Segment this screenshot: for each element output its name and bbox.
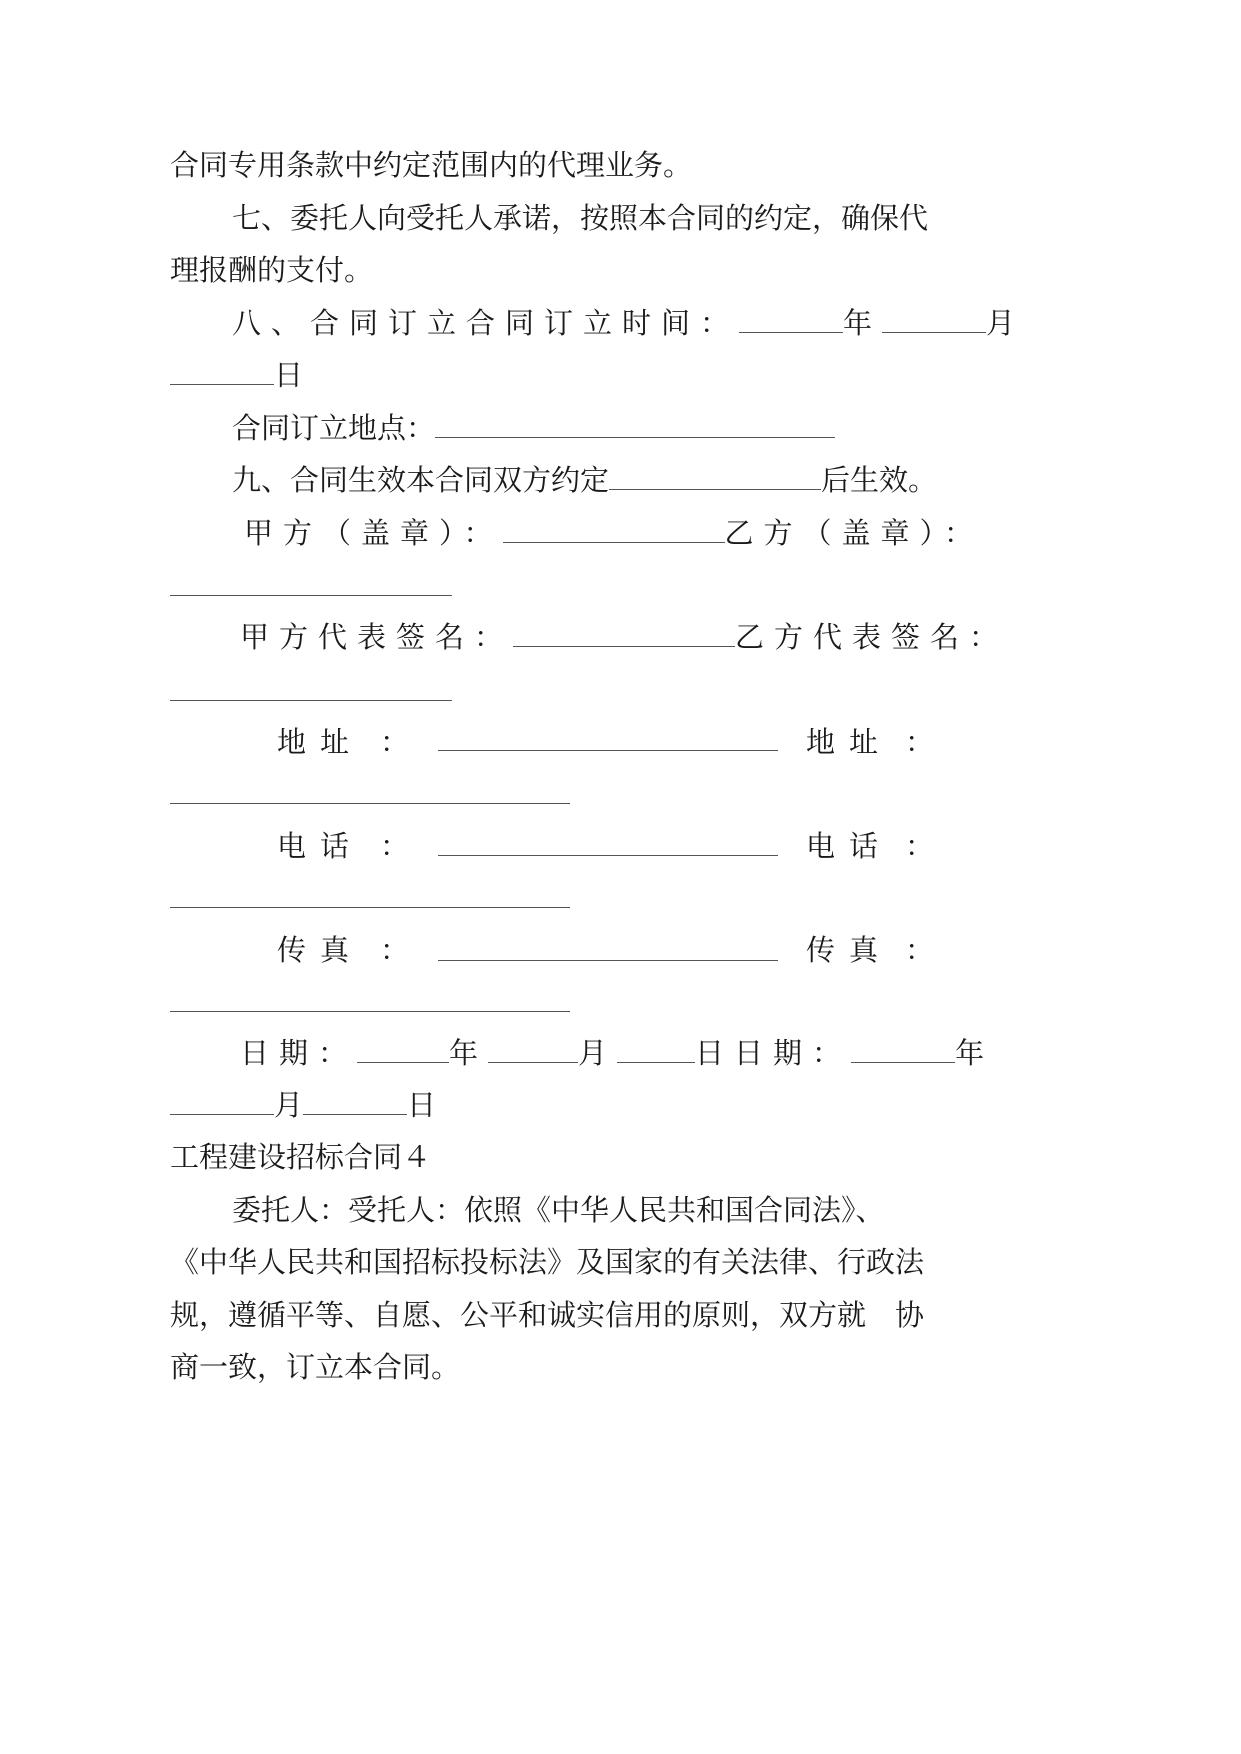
dates-line (240, 1033, 994, 1073)
clause-7-line-2: 理报酬的支付。 (170, 253, 374, 287)
party-a-rep-blank (513, 620, 735, 647)
day-blank (170, 358, 274, 385)
party-a-phone-colon: ： (380, 829, 410, 863)
party-b-fax-colon: ： (905, 933, 935, 967)
party-b-phone-blank (170, 907, 570, 908)
party-a-fax-label: 传真 (277, 933, 364, 967)
date-b-day-blank (303, 1088, 407, 1115)
party-a-fax-blank (438, 960, 778, 961)
party-b-address-label: 地址 (806, 725, 893, 759)
effective-condition-blank (609, 463, 821, 490)
party-seal-line (244, 513, 983, 553)
clause-8-label: 八、合同订立合同订立时间： (232, 306, 740, 340)
year-label: 年 (843, 306, 883, 340)
date-a-month-blank (488, 1036, 578, 1063)
party-a-phone-blank (438, 855, 778, 856)
party-b-rep-label: 乙方代表签名： (735, 620, 1009, 654)
date-a-day-and-date-b-label: 日日期： (695, 1036, 852, 1070)
date-b-month-blank (170, 1088, 274, 1115)
party-b-phone-colon: ： (905, 829, 935, 863)
date-b-year-blank (851, 1036, 955, 1063)
party-a-address-label: 地址 (277, 725, 364, 759)
party-b-address-blank (170, 803, 570, 804)
year-blank (739, 306, 843, 333)
date-a-year-label: 年 (449, 1036, 489, 1070)
text-line-1: 合同专用条款中约定范围内的代理业务。 (170, 148, 693, 182)
party-a-seal-label: 甲方（盖章）： (244, 516, 503, 550)
clause-7-line-1: 七、委托人向受托人承诺，按照本合同的约定，确保代 (232, 201, 929, 235)
clause-8-signing-time (232, 303, 1025, 343)
party-b-rep-blank (170, 700, 452, 701)
month-label: 月 (986, 306, 1026, 340)
preamble-line-3: 规，遵循平等、自愿、公平和诚实信用的原则，双方就 协 (170, 1298, 925, 1332)
clause-9-effective (232, 460, 937, 500)
clause-9-suffix: 后生效。 (821, 463, 938, 497)
party-b-seal-blank (170, 595, 452, 596)
date-a-year-blank (357, 1036, 449, 1063)
party-a-fax-colon: ： (380, 933, 410, 967)
signing-place-label: 合同订立地点： (232, 411, 436, 445)
party-a-address-blank (438, 750, 778, 751)
party-b-fax-blank (170, 1011, 570, 1012)
date-a-day-blank (617, 1036, 695, 1063)
preamble-line-4: 商一致，订立本合同。 (170, 1350, 461, 1384)
date-a-month-label: 月 (578, 1036, 618, 1070)
preamble-line-1: 委托人：受托人：依照《中华人民共和国合同法》、 (232, 1193, 885, 1227)
signing-place-blank (435, 411, 835, 438)
party-b-phone-label: 电话 (806, 829, 893, 863)
month-blank (882, 306, 986, 333)
preamble-line-2: 《中华人民共和国招标投标法》及国家的有关法律、行政法 (170, 1245, 925, 1279)
date-b-line-2 (170, 1085, 436, 1125)
party-b-fax-label: 传真 (806, 933, 893, 967)
clause-9-label: 九、合同生效本合同双方约定 (232, 463, 610, 497)
clause-8-day-line (170, 355, 303, 395)
party-a-address-colon: ： (380, 725, 410, 759)
date-b-year-label: 年 (955, 1036, 995, 1070)
party-b-seal-label: 乙方（盖章）： (724, 516, 984, 550)
party-a-rep-label: 甲方代表签名： (240, 620, 514, 654)
date-b-month-label: 月 (274, 1088, 304, 1122)
section-title: 工程建设招标合同４ (170, 1140, 432, 1174)
party-a-phone-label: 电话 (277, 829, 364, 863)
representative-line (240, 617, 1008, 657)
day-label: 日 (274, 358, 304, 392)
signing-place-line (232, 408, 835, 448)
party-b-address-colon: ： (905, 725, 935, 759)
party-a-seal-blank (503, 516, 725, 543)
date-b-day-label: 日 (407, 1088, 437, 1122)
date-a-label: 日期： (240, 1036, 358, 1070)
